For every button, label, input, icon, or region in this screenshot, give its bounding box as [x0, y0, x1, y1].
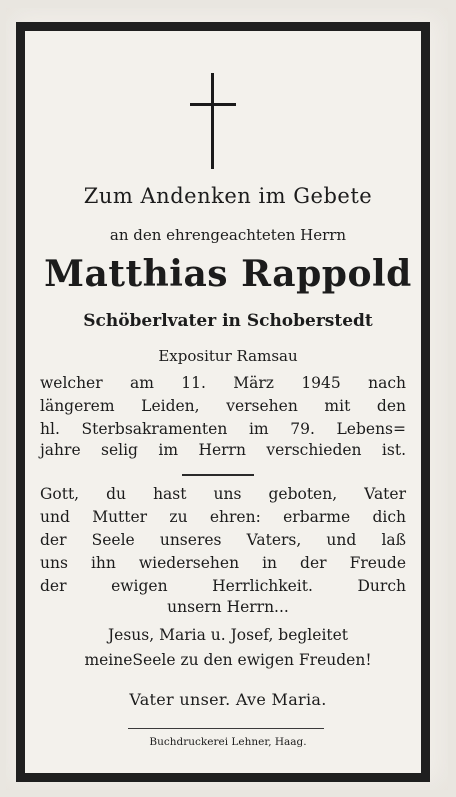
deceased-name: Matthias Rappold — [44, 253, 412, 295]
death-notice-line: jahre selig im Herrn verschieden ist. — [40, 441, 406, 459]
prayer-line: und Mutter zu ehren: erbarme dich — [40, 508, 406, 526]
prayer-line: Gott, du hast uns geboten, Vater — [40, 485, 406, 503]
prayer-line: uns ihn wiedersehen in der Freude — [40, 554, 406, 572]
invocation-line: meineSeele zu den ewigen Freuden! — [84, 651, 372, 669]
prayer-line: der ewigen Herrlichkeit. Durch — [40, 577, 406, 595]
card-heading: Zum Andenken im Gebete — [83, 184, 373, 208]
death-notice-line: welcher am 11. März 1945 nach — [40, 374, 406, 392]
card-subheading: an den ehrengeachteten Herrn — [109, 226, 347, 244]
prayer-line: unsern Herrn... — [167, 598, 289, 616]
footer-divider — [128, 728, 324, 729]
closing-prayer: Vater unser. Ave Maria. — [129, 690, 327, 709]
prayer-line: der Seele unseres Vaters, und laß — [40, 531, 406, 549]
parish-name: Expositur Ramsau — [158, 347, 298, 365]
divider — [182, 474, 254, 476]
printer-imprint: Buchdruckerei Lehner, Haag. — [149, 736, 307, 748]
deceased-role: Schöberlvater in Schoberstedt — [83, 311, 373, 331]
invocation-line: Jesus, Maria u. Josef, begleitet — [107, 626, 349, 644]
death-notice-line: hl. Sterbsakramenten im 79. Lebens= — [40, 420, 406, 438]
death-notice-line: längerem Leiden, versehen mit den — [40, 397, 406, 415]
